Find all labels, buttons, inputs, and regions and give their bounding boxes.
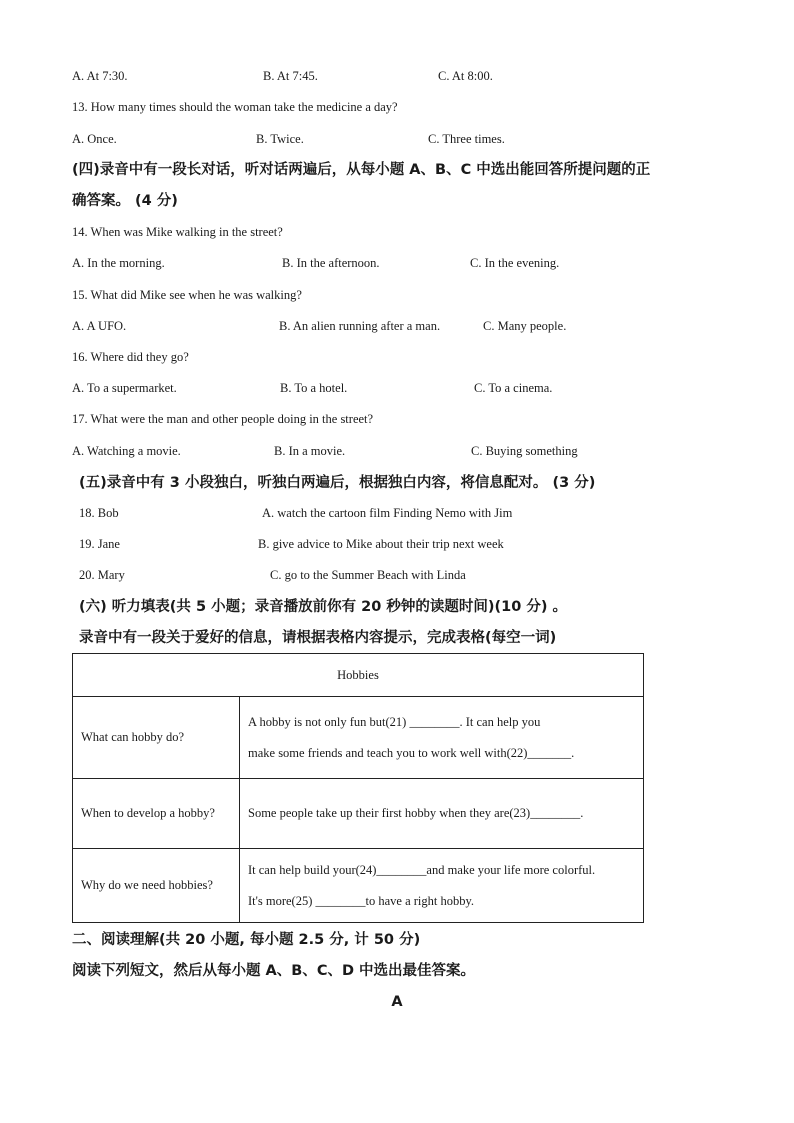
matching-option: B. give advice to Mike about their trip next week (258, 537, 504, 551)
q16-option-b: B. To a hotel. (280, 381, 348, 395)
hobbies-table (72, 653, 644, 923)
q14-option-b: B. In the afternoon. (282, 256, 380, 270)
part2-instruction: 阅读下列短文，然后从每小题 A、B、C、D 中选出最佳答案。 (72, 963, 476, 979)
q17-option-b: B. In a movie. (274, 444, 346, 458)
row-answer-cell (240, 779, 644, 849)
row-question: When to develop a hobby? (73, 779, 240, 849)
table-header-row (73, 654, 644, 697)
q15-option-a: A. A UFO. (72, 319, 127, 333)
table-header: Hobbies (73, 654, 644, 697)
row-answer-line: A hobby is not only fun but(21) ________. It can help you (248, 714, 541, 729)
table-row (73, 849, 644, 923)
q16-option-a: A. To a supermarket. (72, 381, 177, 395)
q13-option-c: C. Three times. (428, 132, 505, 146)
section4-heading-line2: 确答案。 (4 分) (72, 193, 178, 209)
table-row (73, 779, 644, 849)
q14-stem: 14. When was Mike walking in the street? (72, 225, 283, 239)
row-answer-line: Some people take up their first hobby when they are(23)________. (248, 806, 584, 820)
row-answer-line: make some friends and teach you to work well with(22)_______. (248, 745, 575, 760)
row-answer-line: It's more(25) ________to have a right hobby. (248, 893, 475, 908)
row-answer-cell (240, 697, 644, 779)
q12-option-c: C. At 8:00. (438, 69, 493, 83)
q14-option-c: C. In the evening. (470, 256, 560, 270)
q12-option-a: A. At 7:30. (72, 69, 128, 83)
passage-label: A (391, 994, 403, 1010)
q13-option-a: A. Once. (72, 132, 117, 146)
part2-heading: 二、阅读理解(共 20 小题, 每小题 2.5 分, 计 50 分) (72, 932, 421, 948)
matching-name: 20. Mary (79, 568, 125, 582)
q13-option-b: B. Twice. (256, 132, 304, 146)
section5-heading: (五)录音中有 3 小段独白，听独白两遍后，根据独白内容，将信息配对。 (3 分) (79, 475, 596, 491)
q16-stem: 16. Where did they go? (72, 350, 189, 364)
q14-option-a: A. In the morning. (72, 256, 165, 270)
section6-heading: (六) 听力填表(共 5 小题；录音播放前你有 20 秒钟的读题时间)(10 分) 。 (79, 599, 568, 615)
q16-option-c: C. To a cinema. (474, 381, 553, 395)
row-question: Why do we need hobbies? (73, 849, 240, 923)
matching-option: C. go to the Summer Beach with Linda (270, 568, 466, 582)
section6-instruction: 录音中有一段关于爱好的信息，请根据表格内容提示，完成表格(每空一词) (79, 630, 557, 646)
q17-stem: 17. What were the man and other people doing in the street? (72, 412, 374, 426)
q13-stem: 13. How many times should the woman take the medicine a day? (72, 100, 398, 114)
q17-option-c: C. Buying something (471, 444, 578, 458)
row-answer-line: It can help build your(24)________and make your life more colorful. (248, 862, 596, 877)
section4-heading-line1: (四)录音中有一段长对话，听对话两遍后，从每小题 A、B、C 中选出能回答所提问题的正 (72, 162, 651, 178)
matching-option: A. watch the cartoon film Finding Nemo with Jim (262, 506, 513, 520)
q12-option-b: B. At 7:45. (263, 69, 318, 83)
q15-option-c: C. Many people. (483, 319, 567, 333)
matching-name: 19. Jane (79, 537, 120, 551)
q17-option-a: A. Watching a movie. (72, 444, 181, 458)
row-answer-cell (240, 849, 644, 923)
matching-name: 18. Bob (79, 506, 119, 520)
row-question: What can hobby do? (73, 697, 240, 779)
q15-option-b: B. An alien running after a man. (279, 319, 441, 333)
table-row (73, 697, 644, 779)
q15-stem: 15. What did Mike see when he was walking? (72, 288, 302, 302)
